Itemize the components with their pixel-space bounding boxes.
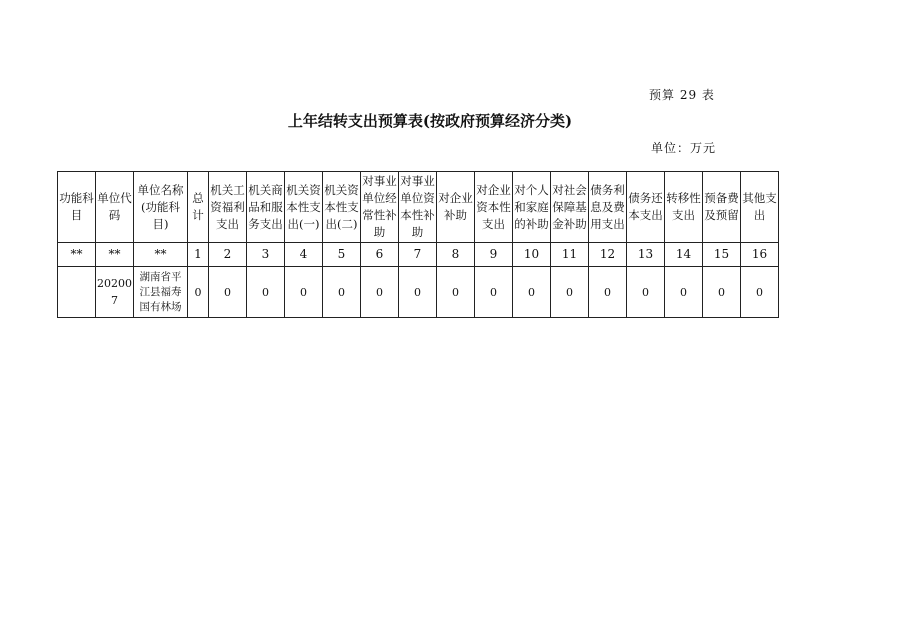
index-cell: 1 xyxy=(188,243,209,267)
index-cell: 6 xyxy=(361,243,399,267)
header-cell: 对企业补助 xyxy=(437,172,475,243)
value-cell: 0 xyxy=(665,267,703,318)
index-cell: 15 xyxy=(703,243,741,267)
header-cell: 转移性支出 xyxy=(665,172,703,243)
header-cell: 机关资本性支出(二) xyxy=(323,172,361,243)
unit-name-cell: 湖南省平江县福寿国有林场 xyxy=(134,267,188,318)
value-cell: 0 xyxy=(475,267,513,318)
table-row xyxy=(58,267,779,318)
value-cell: 0 xyxy=(285,267,323,318)
index-cell: ** xyxy=(134,243,188,267)
index-cell: 5 xyxy=(323,243,361,267)
index-cell: 16 xyxy=(741,243,779,267)
index-cell: 12 xyxy=(589,243,627,267)
header-cell: 机关资本性支出(一) xyxy=(285,172,323,243)
header-cell: 单位名称(功能科目) xyxy=(134,172,188,243)
value-cell: 0 xyxy=(209,267,247,318)
index-row xyxy=(58,243,779,267)
header-cell: 对事业单位资本性补助 xyxy=(399,172,437,243)
header-cell: 机关工资福利支出 xyxy=(209,172,247,243)
header-cell: 功能科目 xyxy=(58,172,96,243)
value-cell: 0 xyxy=(399,267,437,318)
header-cell: 机关商品和服务支出 xyxy=(247,172,285,243)
value-cell: 0 xyxy=(589,267,627,318)
header-cell: 债务利息及费用支出 xyxy=(589,172,627,243)
header-cell: 对企业资本性支出 xyxy=(475,172,513,243)
header-cell: 对个人和家庭的补助 xyxy=(513,172,551,243)
header-cell: 其他支出 xyxy=(741,172,779,243)
budget-table xyxy=(57,171,779,318)
index-cell: 7 xyxy=(399,243,437,267)
header-cell: 对社会保障基金补助 xyxy=(551,172,589,243)
value-cell: 0 xyxy=(437,267,475,318)
index-cell: ** xyxy=(58,243,96,267)
total-cell: 0 xyxy=(188,267,209,318)
header-cell: 债务还本支出 xyxy=(627,172,665,243)
header-row xyxy=(58,172,779,243)
index-cell: 8 xyxy=(437,243,475,267)
unit-code-cell: 202007 xyxy=(96,267,134,318)
index-cell: ** xyxy=(96,243,134,267)
header-cell: 单位代码 xyxy=(96,172,134,243)
index-cell: 2 xyxy=(209,243,247,267)
value-cell: 0 xyxy=(323,267,361,318)
index-cell: 10 xyxy=(513,243,551,267)
header-cell: 总计 xyxy=(188,172,209,243)
value-cell: 0 xyxy=(741,267,779,318)
form-number: 预算 29 表 xyxy=(649,88,715,102)
index-cell: 14 xyxy=(665,243,703,267)
value-cell: 0 xyxy=(627,267,665,318)
header-cell: 对事业单位经常性补助 xyxy=(361,172,399,243)
value-cell: 0 xyxy=(551,267,589,318)
index-cell: 3 xyxy=(247,243,285,267)
value-cell: 0 xyxy=(513,267,551,318)
unit-label: 单位：万元 xyxy=(651,141,717,155)
index-cell: 9 xyxy=(475,243,513,267)
index-cell: 13 xyxy=(627,243,665,267)
value-cell: 0 xyxy=(247,267,285,318)
header-cell: 预备费及预留 xyxy=(703,172,741,243)
function-code-cell xyxy=(58,267,96,318)
page-title: 上年结转支出预算表(按政府预算经济分类) xyxy=(287,112,573,130)
value-cell: 0 xyxy=(703,267,741,318)
index-cell: 4 xyxy=(285,243,323,267)
value-cell: 0 xyxy=(361,267,399,318)
index-cell: 11 xyxy=(551,243,589,267)
